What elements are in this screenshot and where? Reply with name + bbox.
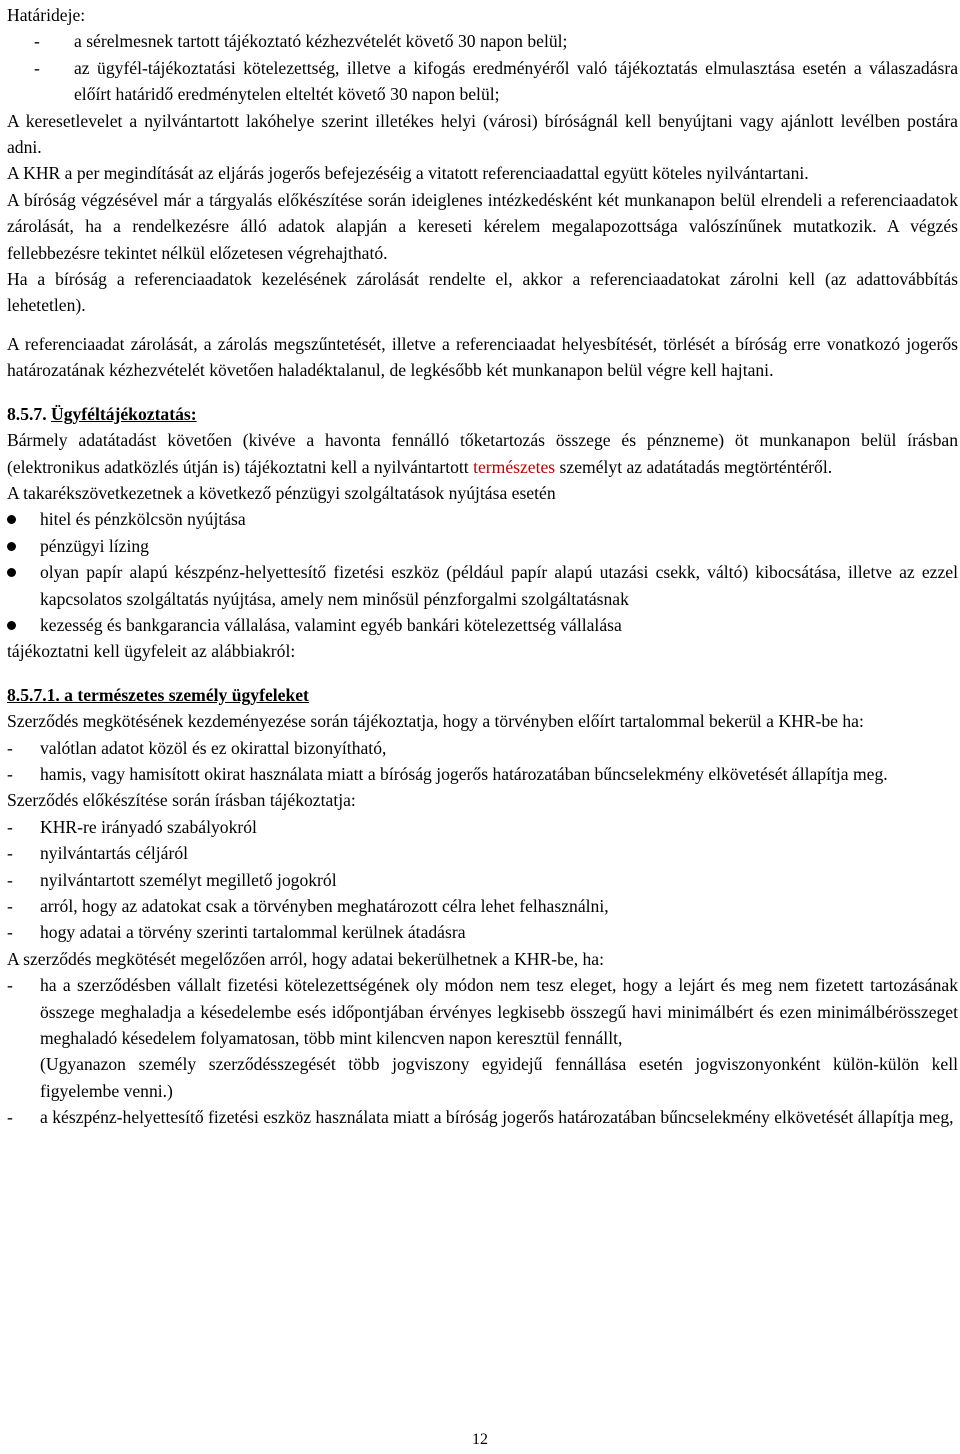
list-item-text: az ügyfél-tájékoztatási kötelezettség, illetve a kifogás eredményéről való tájékoztatás elmulasztása esetén a válaszadásra előírt határidő eredménytelen elteltét követő 30 napon belül; [74, 57, 958, 105]
list-item-text: pénzügyi lízing [40, 535, 149, 556]
list-item [7, 533, 958, 559]
paragraph: A szerződés megkötését megelőzően arról, hogy adatai bekerülhetnek a KHR-be, ha: [7, 948, 604, 969]
list-item [7, 612, 958, 638]
list-item [7, 814, 958, 840]
list-item [7, 559, 958, 612]
list-item-text: hamis, vagy hamisított okirat használata miatt a bíróság jogerős határozatában bűncselekmény elkövetését állapítja meg. [40, 763, 888, 784]
list-item-text: valótlan adatot közöl és ez okirattal bizonyítható, [40, 737, 387, 758]
paragraph: A KHR a per megindítását az eljárás jogerős befejezéséig a vitatott referenciaadattal együtt köteles nyilvántartani. [7, 163, 809, 184]
dash-list [7, 972, 958, 1130]
dash-marker: - [7, 922, 13, 943]
list-item-text: nyilvántartás céljáról [40, 843, 189, 864]
list-item-text: arról, hogy az adatokat csak a törvényben meghatározott célra lehet felhasználni, [40, 896, 609, 916]
list-item-text: kezesség és bankgarancia vállalása, valamint egyéb bankári kötelezettség vállalása [40, 614, 622, 635]
list-item [7, 893, 958, 919]
section-number: 8.5.7. [7, 403, 47, 424]
dash-list [7, 814, 958, 946]
list-item-text: a készpénz-helyettesítő fizetési eszköz használata miatt a bíróság jogerős határozatában bűncselekmény elkövetését állapítja meg, [40, 1107, 954, 1128]
dash-marker: - [7, 816, 13, 837]
paragraph: tájékoztatni kell ügyfeleit az alábbiakról: [7, 641, 296, 662]
list-item [7, 1104, 958, 1130]
dash-marker: - [34, 31, 40, 52]
list-item-text: nyilvántartott személyt megillető jogokról [40, 869, 337, 890]
list-item-note: (Ugyanazon személy szerződésszegését több jogviszony egyidejű fennállása esetén jogviszonyonként külön-külön kell figyelembe venni.) [40, 1054, 958, 1101]
dash-marker: - [7, 896, 13, 916]
list-item-text: ha a szerződésben vállalt fizetési kötelezettségének oly módon nem tesz eleget, hogy a lejárt és meg nem fizetett tartozásának összege meghaladja a késedelembe esés időpontjában érvényes legkisebb összegű havi minimálbért és ezen minimálbérösszeget meghaladó késedelem folyamatosan, több mint kilencven napon keresztül fennállt, (Ugyanazon személy szerződésszegését több jogviszony egyidejű fennállása esetén jogviszonyonként külön-külön kell figyelembe venni.) [40, 972, 958, 1104]
list-item [7, 972, 958, 1104]
page-number: 12 [472, 1431, 488, 1448]
list-item [7, 867, 958, 893]
paragraph: Szerződés megkötésének kezdeményezése során tájékoztatja, hogy a törvényben előírt tartalommal bekerül a KHR-be ha: [7, 711, 864, 732]
dash-marker: - [7, 737, 13, 758]
list-item-text: hitel és pénzkölcsön nyújtása [40, 509, 246, 530]
paragraph: A keresetlevelet a nyilvántartott lakóhelye szerint illetékes helyi (városi) bíróságnál kell benyújtani vagy ajánlott levélben postára adni. [7, 110, 958, 158]
dash-marker: - [7, 763, 13, 784]
list-item [7, 28, 958, 54]
section-title: Ügyféltájékoztatás: [51, 403, 197, 424]
list-item [7, 735, 958, 761]
paragraph: Bármely adatátadást követően (kivéve a havonta fennálló tőketartozás összege és pénzneme) öt munkanapon belül írásban (elektronikus adatközlés útján is) tájékoztatni kell a nyilvántartott természetes személyt az adatátadás megtörténtéről. [7, 430, 958, 477]
list-item-text: KHR-re irányadó szabályokról [40, 816, 257, 837]
list-item-text: a sérelmesnek tartott tájékoztató kézhezvételét követő 30 napon belül; [74, 31, 568, 52]
deadline-list [7, 28, 958, 107]
highlighted-word: természetes [473, 456, 556, 477]
section-heading [7, 401, 958, 427]
list-item-text: hogy adatai a törvény szerinti tartalommal kerülnek átadásra [40, 922, 466, 943]
list-item [7, 919, 958, 945]
paragraph: A bíróság végzésével már a tárgyalás előkészítése során ideiglenes intézkedésként két munkanapon belül elrendeli a referenciaadatok zárolását, ha a rendelkezésre álló adatok alapján a kereseti kérelem megalapozottsága valószínűnek mutatkozik. A végzés fellebbezésre tekintet nélkül előzetesen végrehajtható. [7, 189, 958, 263]
list-item [7, 55, 958, 108]
subsection-heading: 8.5.7.1. a természetes személy ügyfeleket [7, 684, 309, 705]
dash-marker: - [7, 1107, 13, 1128]
bullet-list [7, 506, 958, 638]
dash-list [7, 735, 958, 788]
paragraph: A takarékszövetkezetnek a következő pénzügyi szolgáltatások nyújtása esetén [7, 482, 556, 503]
paragraph: Ha a bíróság a referenciaadatok kezelésének zárolását rendelte el, akkor a referenciaadatokat zárolni kell (az adattovábbítás lehetetlen). [7, 269, 958, 316]
dash-marker: - [7, 975, 13, 996]
list-item [7, 761, 958, 787]
dash-marker: - [34, 57, 40, 78]
paragraph: A referenciaadat zárolását, a zárolás megszűntetését, illetve a referenciaadat helyesbítését, törlését a bíróság erre vonatkozó jogerős határozatának kézhezvételét követően haladéktalanul, de legkésőbb két munkanapon belül végre kell hajtani. [7, 333, 958, 381]
dash-marker: - [7, 869, 13, 890]
list-item [7, 840, 958, 866]
dash-marker: - [7, 843, 13, 864]
paragraph: Szerződés előkészítése során írásban tájékoztatja: [7, 790, 356, 811]
list-item-text: olyan papír alapú készpénz-helyettesítő fizetési eszköz (például papír alapú utazási csekk, váltó) kibocsátása, illetve az ezzel kapcsolatos szolgáltatás nyújtása, amely nem minősül pénzforgalmi szolgáltatásnak [40, 562, 958, 609]
list-item [7, 506, 958, 532]
deadline-label: Határideje: [7, 5, 86, 25]
document-page [7, 2, 958, 1131]
